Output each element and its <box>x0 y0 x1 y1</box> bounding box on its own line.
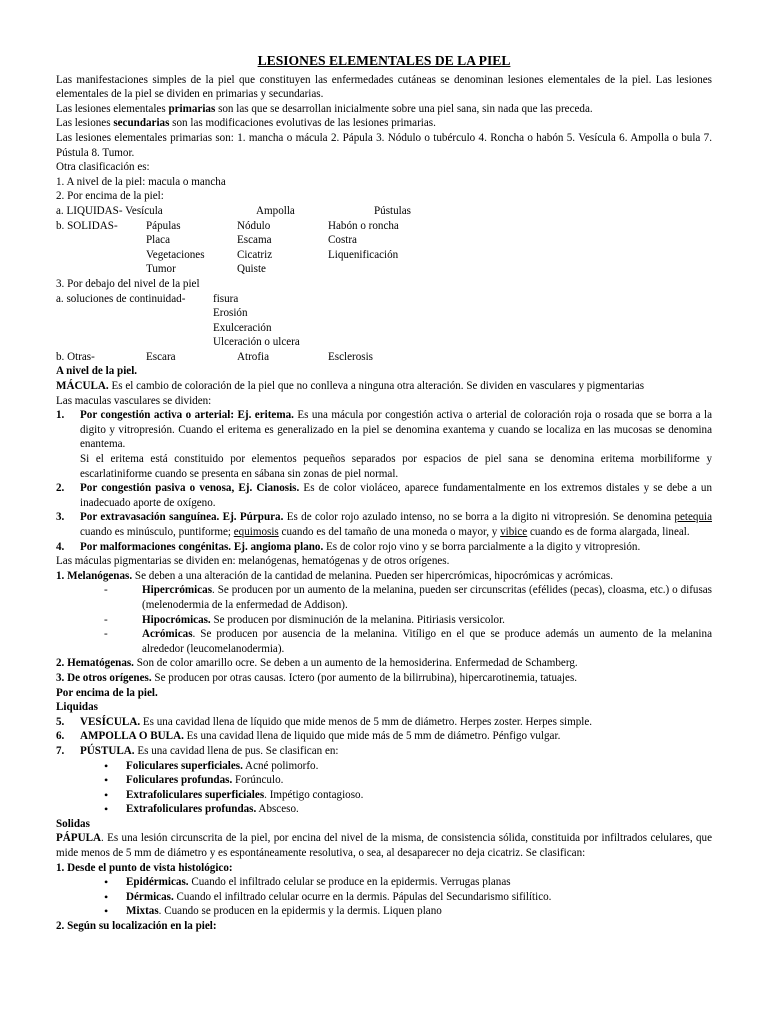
clasif-2: 2. Por encima de la piel: <box>56 190 164 203</box>
list-item: 1. Por congestión activa o arterial: Ej. eritema. Es una mácula por congestión activa o arterial de coloración roja o rosada que se borra a la digito y vitropresión. Cuando el eritema es generalizado en la piel se denomina exantema y cuando se localiza en las mucosas se denomina enantema. <box>56 409 712 451</box>
primarias-paragraph: Las lesiones elementales primarias son las que se desarrollan inicialmente sobre una piel sana, sin nada que las preceda. <box>56 102 593 115</box>
section-heading: A nivel de la piel. <box>56 365 138 378</box>
intro-paragraph: Las manifestaciones simples de la piel que constituyen las enfermedades cutáneas se denominan lesiones elementales de la piel. Las lesiones elementales de la piel se dividen en primarias y secundarias. <box>56 73 712 101</box>
bullet-item: • Mixtas. Cuando se producen en la epidermis y la dermis. Liquen plano <box>104 904 442 919</box>
subsection-heading: Solidas <box>56 817 90 830</box>
otras-row: b. Otras- Escara Atrofia Esclerosis <box>56 350 373 363</box>
bullet-item: • Foliculares profundas. Forúnculo. <box>104 773 284 788</box>
section-heading: Por encima de la piel. <box>56 686 158 699</box>
hematogenas: 2. Hematógenas. Son de color amarillo ocre. Se deben a un aumento de la hemosiderina. Enfermedad de Schamberg. <box>56 657 578 670</box>
continuidad-row: a. soluciones de continuidad- fisura <box>56 292 239 305</box>
clasif-3: 3. Por debajo del nivel de la piel <box>56 277 200 290</box>
continuidad-item: Ulceración o ulcera <box>213 336 300 349</box>
bullet-item: • Extrafoliculares superficiales. Impétigo contagioso. <box>104 787 364 802</box>
list-item: 5. VESÍCULA. Es una cavidad llena de líquido que mide menos de 5 mm de diámetro. Herpes zoster. Herpes simple. <box>56 715 593 728</box>
secundarias-paragraph: Las lesiones secundarias son las modificaciones evolutivas de las lesiones primarias. <box>56 117 436 130</box>
solidas-row: Placa Escama Costra <box>146 234 357 247</box>
list-item: 3. Por extravasación sanguínea. Ej. Púrpura. Es de color rojo azulado intenso, no se borra a la digito ni vitropresión. Se denomina petequia cuando es minúsculo, puntiforme; equimosis cuando es del tamaño de una moneda o mayor, y vibice cuando es de forma alargada, lineal. <box>56 511 712 538</box>
melanogenas: 1. Melanógenas. Se deben a una alteración de la cantidad de melanina. Pueden ser hipercrómicas, hipocrómicas y acrómicas. <box>56 569 613 582</box>
subsection-heading: Liquidas <box>56 701 98 714</box>
eritema-extra: Si el eritema está constituido por elementos pequeños separados por espacios de piel sana se denomina eritema morbiliforme y escarlatiniforme cuando se presenta en sábana sin zonas de piel normal. <box>80 453 712 480</box>
continuidad-item: Erosión <box>213 307 248 320</box>
continuidad-item: Exulceración <box>213 321 272 334</box>
list-item: 2. Por congestión pasiva o venosa, Ej. Cianosis. Es de color violáceo, aparece fundamentalmente en los extremos distales y se debe a un inadecuado aporte de oxígeno. <box>56 482 712 509</box>
list-item: - Hipocrómicas. Se producen por disminución de la melanina. Pitiriasis versicolor. <box>104 613 505 626</box>
bullet-item: • Extrafoliculares profundas. Absceso. <box>104 802 299 817</box>
list-item: 4. Por malformaciones congénitas. Ej. angioma plano. Es de color rojo vino y se borra parcialmente a la digito y vitropresión. <box>56 540 641 553</box>
solidas-row: Vegetaciones Cicatriz Liquenificación <box>146 248 399 261</box>
local-heading: 2. Según su localización en la piel: <box>56 920 217 933</box>
papula-paragraph: PÁPULA. Es una lesión circunscrita de la piel, por encina del nivel de la misma, de consistencia sólida, constituida por infiltrados celulares, que mide menos de 5 mm de diámetro y es espontáneamente resolutiva, o sea, al desaparecer no deja cicatriz. Se clasifican: <box>56 832 712 860</box>
solidas-row: b. SOLIDAS- Pápulas Nódulo Habón o roncha <box>56 219 399 232</box>
bullet-item: • Epidérmicas. Cuando el infiltrado celular se produce en la epidermis. Verrugas planas <box>104 875 511 890</box>
liquidas-row: a. LIQUIDAS- Vesícula Ampolla Pústulas <box>56 204 411 217</box>
otros-origenes: 3. De otros orígenes. Se producen por otras causas. Ictero (por aumento de la bilirrubina), hipercarotinemia, tatuajes. <box>56 671 578 684</box>
hist-heading: 1. Desde el punto de vista histológico: <box>56 861 233 874</box>
otra-clasificacion: Otra clasificación es: <box>56 161 150 174</box>
macula-paragraph: MÁCULA. Es el cambio de coloración de la piel que no conlleva a ninguna otra alteración. Se dividen en vasculares y pigmentarias <box>56 380 645 393</box>
primarias-list: Las lesiones elementales primarias son: 1. mancha o mácula 2. Pápula 3. Nódulo o tubérculo 4. Roncha o habón 5. Vesícula 6. Ampolla o bula 7. Pústula 8. Tumor. <box>56 131 712 159</box>
clasif-1: 1. A nivel de la piel: macula o mancha <box>56 175 226 188</box>
bullet-item: • Foliculares superficiales. Acné polimorfo. <box>104 758 319 773</box>
document-title: LESIONES ELEMENTALES DE LA PIEL <box>257 53 511 68</box>
bullet-item: • Dérmicas. Cuando el infiltrado celular ocurre en la dermis. Pápulas del Secundarismo sifilítico. <box>104 889 552 904</box>
list-item: 7. PÚSTULA. Es una cavidad llena de pus. Se clasifican en: <box>56 744 339 757</box>
list-item: - Hipercrómicas. Se producen por un aumento de la melanina, pueden ser circunscritas (efélides (pecas), cloasma, etc.) o difusas (melenodermia de la enfermedad de Addison). <box>104 584 712 611</box>
list-item: 6. AMPOLLA O BULA. Es una cavidad llena de liquido que mide más de 5 mm de diámetro. Pénfigo vulgar. <box>56 730 561 743</box>
list-item: - Acrómicas. Se producen por ausencia de la melanina. Vitíligo en el que se produce además un aumento de la melanina alrededor (leucomelanodermia). <box>104 628 712 655</box>
solidas-row: Tumor Quiste <box>146 263 266 276</box>
vasc-intro: Las maculas vasculares se dividen: <box>56 394 212 407</box>
pig-intro: Las máculas pigmentarias se dividen en: melanógenas, hematógenas y de otros orígenes. <box>56 555 450 568</box>
